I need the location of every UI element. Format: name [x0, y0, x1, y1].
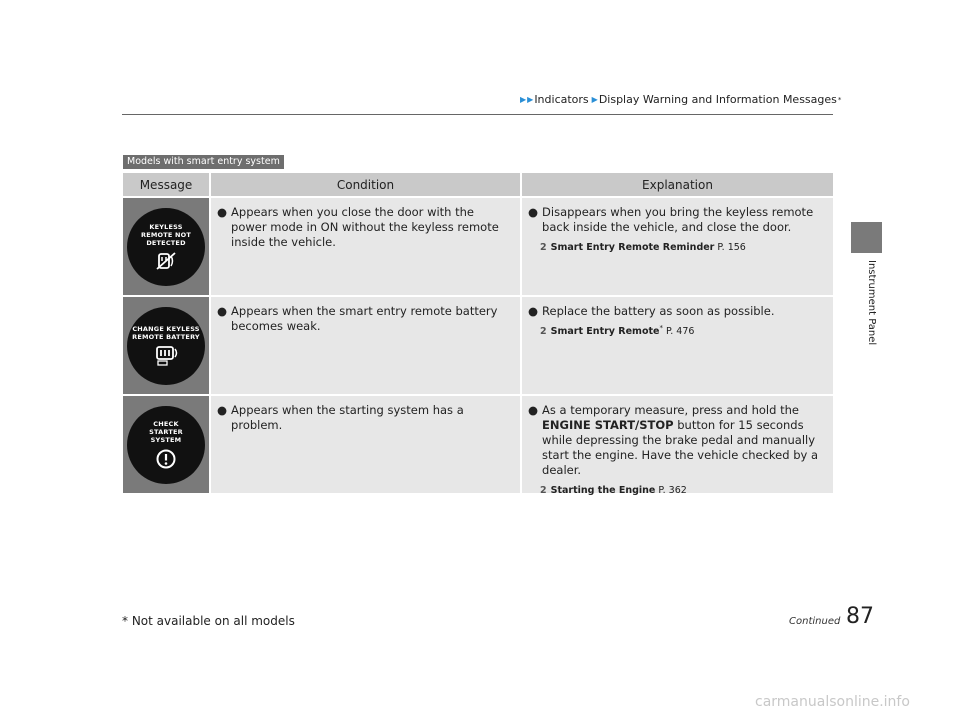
explanation-cell: ● Replace the battery as soon as possible. 2 Smart Entry Remote* P. 476: [522, 297, 833, 394]
reference-icon: 2: [540, 242, 547, 254]
explanation-cell: ● As a temporary measure, press and hold the ENGINE START/STOP button for 15 seconds while depressing the brake pedal and manually start the engine. Have the vehicle checked by a dealer. 2 Starting the Engine P. 362: [522, 396, 833, 493]
breadcrumb-item-indicators[interactable]: Indicators: [534, 93, 589, 106]
condition-text: Appears when you close the door with the power mode in ON without the keyless remote inside the vehicle.: [231, 205, 499, 249]
table-header: [123, 173, 833, 196]
page-number: 87: [846, 604, 874, 629]
table-row: [123, 396, 833, 497]
warning-exclamation-icon: [155, 448, 177, 470]
header-message: Message: [123, 173, 211, 196]
reference-title[interactable]: Starting the Engine: [550, 485, 656, 497]
reference-icon: 2: [540, 485, 547, 497]
arrow-right-icon: ▶: [591, 95, 598, 104]
arrow-right-icon: ▶: [527, 95, 534, 104]
message-image: [123, 297, 211, 394]
explanation-text: Disappears when you bring the keyless remote back inside the vehicle, and close the door.: [542, 205, 814, 234]
condition-cell: ● Appears when the smart entry remote battery becomes weak.: [211, 297, 522, 394]
display-message: CHANGE KEYLESS REMOTE BATTERY: [132, 324, 200, 341]
footnote: * Not available on all models: [122, 614, 295, 628]
reference-page[interactable]: P. 156: [717, 242, 746, 254]
condition-text: Appears when the starting system has a problem.: [231, 403, 464, 432]
message-image: [123, 198, 211, 295]
breadcrumb: [520, 93, 841, 106]
asterisk-mark: *: [659, 324, 663, 332]
display-screen: [127, 406, 205, 484]
reference-icon: 2: [540, 326, 547, 338]
cross-reference[interactable]: [540, 237, 825, 255]
display-message: CHECK STARTER SYSTEM: [149, 419, 183, 444]
condition-text: Appears when the smart entry remote battery becomes weak.: [231, 304, 498, 333]
explanation-cell: ● Disappears when you bring the keyless remote back inside the vehicle, and close the door. 2 Smart Entry Remote Reminder P. 156: [522, 198, 833, 295]
reference-title[interactable]: Smart Entry Remote Reminder: [550, 242, 715, 254]
section-tab: [851, 222, 882, 253]
keyless-remote-off-icon: [155, 251, 177, 271]
table-row: [123, 297, 833, 394]
cross-reference[interactable]: [540, 480, 825, 498]
remote-battery-icon: [154, 345, 178, 367]
display-screen: [127, 208, 205, 286]
message-image: [123, 396, 211, 493]
condition-cell: ● Appears when you close the door with the power mode in ON without the keyless remote inside the vehicle.: [211, 198, 522, 295]
reference-page[interactable]: P. 362: [658, 485, 687, 497]
arrow-right-icon: ▶: [520, 95, 527, 104]
continued-label: Continued: [789, 616, 841, 627]
table-row: [123, 198, 833, 295]
header-explanation: Explanation: [522, 173, 833, 196]
display-message: KEYLESS REMOTE NOT DETECTED: [141, 222, 191, 247]
explanation-text: As a temporary measure, press and hold the ENGINE START/STOP button for 15 seconds while depressing the brake pedal and manually start the engine. Have the vehicle checked by a dealer.: [542, 403, 819, 477]
explanation-text: Replace the battery as soon as possible.: [542, 304, 775, 318]
header-condition: Condition: [211, 173, 522, 196]
condition-cell: ● Appears when the starting system has a problem.: [211, 396, 522, 493]
breadcrumb-item-display-warning[interactable]: Display Warning and Information Messages: [598, 93, 837, 106]
header-rule: [122, 114, 833, 115]
watermark: carmanualsonline.info: [755, 694, 910, 710]
reference-page[interactable]: P. 476: [666, 326, 695, 338]
cross-reference[interactable]: [540, 321, 825, 339]
model-badge: Models with smart entry system: [123, 155, 284, 169]
display-screen: [127, 307, 205, 385]
asterisk-mark: *: [837, 95, 842, 104]
section-label: Instrument Panel: [866, 260, 877, 346]
engine-start-stop-label: ENGINE START/STOP: [542, 418, 674, 432]
reference-title[interactable]: Smart Entry Remote: [550, 326, 660, 338]
